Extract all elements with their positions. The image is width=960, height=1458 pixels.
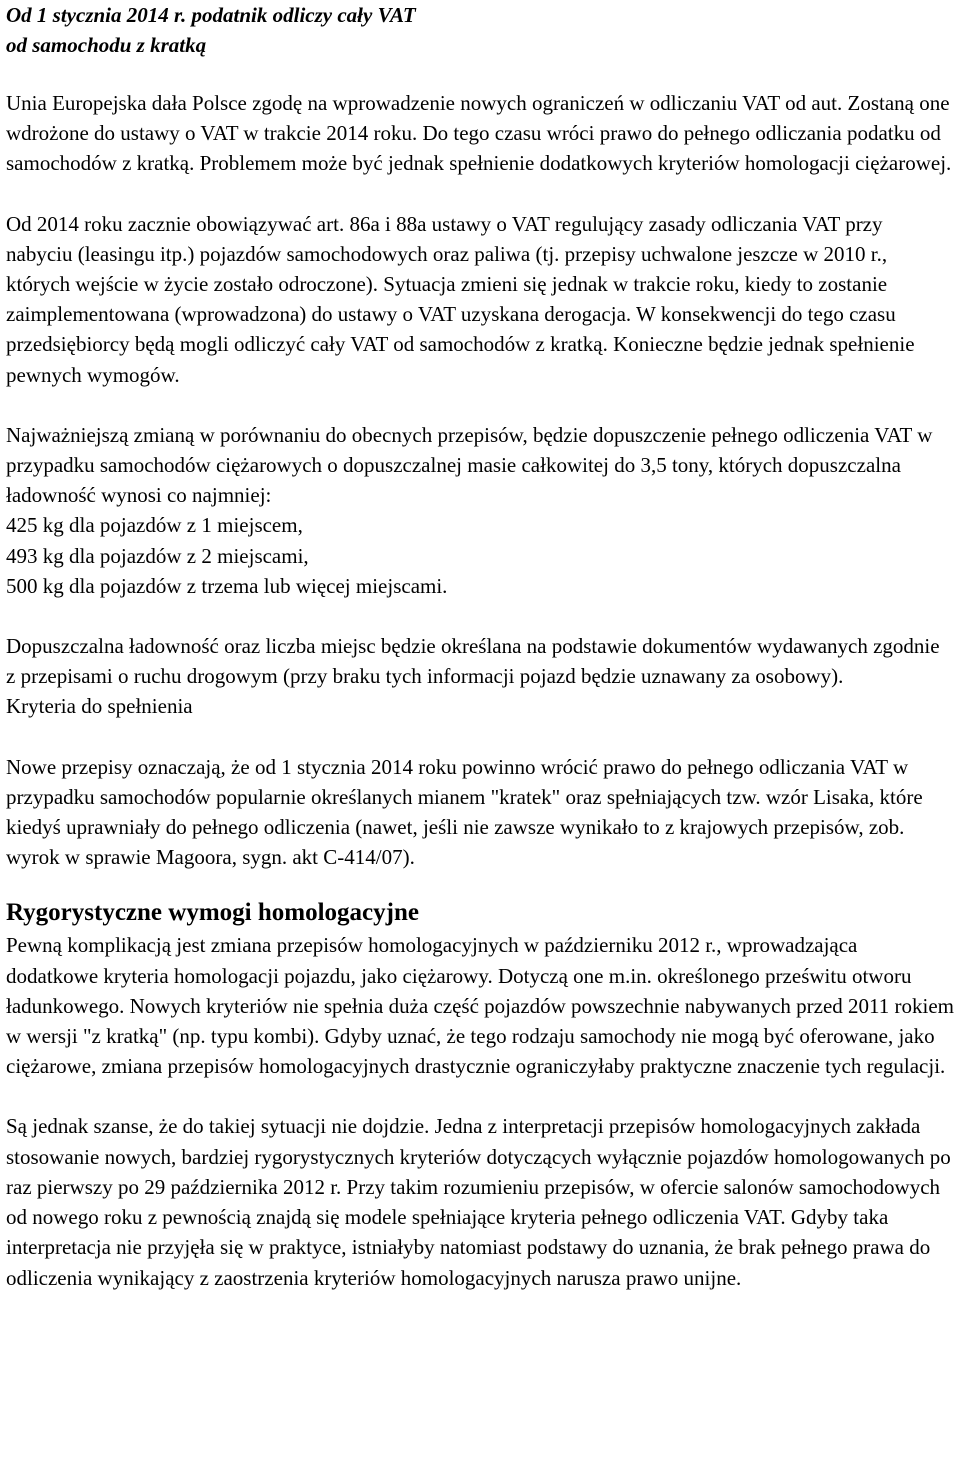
spacer [6, 1081, 954, 1111]
list-item-2-seats: 493 kg dla pojazdów z 2 miejscami, [6, 543, 309, 568]
list-item-3-seats: 500 kg dla pojazdów z trzema lub więcej miejscami. [6, 573, 448, 598]
article-headline [6, 0, 954, 60]
article [6, 0, 954, 1293]
spacer [6, 722, 954, 752]
paragraph-chances: Są jednak szanse, że do takiej sytuacji nie dojdzie. Jedna z interpretacji przepisów homologacyjnych zakłada stosowanie nowych, bardziej rygorystycznych kryteriów dotyczących wyłącznie pojazdów homologowanych po raz pierwszy po 29 października 2012 r. Przy takim rozumieniu przepisów, w ofercie salonów samochodowych od nowego roku z pewnością znajdą się modele spełniające kryteria pełnego odliczenia VAT. Gdyby taka interpretacja nie przyjęła się w praktyce, istniałyby natomiast podstawy do uznania, że brak pełnego prawa do odliczenia wynikający z zaostrzenia kryteriów homologacyjnych narusza prawo unijne. [6, 1114, 951, 1290]
paragraph-load-capacity: Dopuszczalna ładowność oraz liczba miejsc będzie określana na podstawie dokumentów wydawanych zgodnie z przepisami o ruchu drogowym (przy braku tych informacji pojazd będzie uznawany za osobowy). [6, 634, 940, 689]
section-title: Rygorystyczne wymogi homologacyjne [6, 899, 419, 927]
spacer [6, 179, 954, 209]
paragraph-homologation: Pewną komplikacją jest zmiana przepisów homologacyjnych w październiku 2012 r., wprowadzająca dodatkowe kryteria homologacji pojazdu, jako ciężarowy. Dotyczą one m.in. określonego prześwitu otworu ładunkowego. Nowych kryteriów nie spełnia duża część pojazdów powszechnie nabywanych przed 2011 rokiem w wersji "z kratką" (np. typu kombi). Gdyby uznać, że tego rodzaju samochody nie mogą być oferowane, jako ciężarowe, zmiana przepisów homologacyjnych drastycznie ograniczyłaby praktyczne znaczenie tych regulacji. [6, 933, 954, 1079]
paragraph-criteria-label: Kryteria do spełnienia [6, 694, 193, 719]
spacer [6, 390, 954, 420]
paragraph-intro: Unia Europejska dała Polsce zgodę na wprowadzenie nowych ograniczeń w odliczaniu VAT od aut. Zostaną one wdrożone do ustawy o VAT w trakcie 2014 roku. Do tego czasu wróci prawo do pełnego odliczania podatku od samochodów z kratką. Problemem może być jednak spełnienie dodatkowych kryteriów homologacji ciężarowej. [6, 91, 952, 176]
paragraph-main-change: Najważniejszą zmianą w porównaniu do obecnych przepisów, będzie dopuszczenie pełnego odliczenia VAT w przypadku samochodów ciężarowych o dopuszczalnej masie całkowitej do 3,5 tony, których dopuszczalna ładowność wynosi co najmniej: [6, 422, 933, 508]
spacer [6, 60, 954, 88]
paragraph-new-rules: Nowe przepisy oznaczają, że od 1 stycznia 2014 roku powinno wrócić prawo do pełnego odliczania VAT w przypadku samochodów popularnie określanych mianem "kratek" oraz spełniających tzw. wzór Lisaka, które kiedyś uprawniały do pełnego odliczenia (nawet, jeśli nie zawsze wynikało to z krajowych przepisów, zob. wyrok w sprawie Magoora, sygn. akt C-414/07). [6, 754, 923, 870]
spacer [6, 601, 954, 631]
spacer [6, 872, 954, 892]
headline-line-1: Od 1 stycznia 2014 r. podatnik odliczy cały VAT [6, 3, 416, 27]
list-item-1-seat: 425 kg dla pojazdów z 1 miejscem, [6, 513, 303, 538]
paragraph-2014-rules: Od 2014 roku zacznie obowiązywać art. 86a i 88a ustawy o VAT regulujący zasady odliczania VAT przy nabyciu (leasingu itp.) pojazdów samochodowych oraz paliwa (tj. przepisy uchwalone jeszcze w 2010 r., których wejście w życie zostało odroczone). Sytuacja zmieni się jednak w trakcie roku, kiedy to zostanie zaimplementowana (wprowadzona) do ustawy o VAT uzyskana derogacja. W konsekwencji do tego czasu przedsiębiorcy będą mogli odliczyć cały VAT od samochodów z kratką. Konieczne będzie jednak spełnienie pewnych wymogów. [6, 211, 915, 387]
headline-line-2: od samochodu z kratką [6, 33, 207, 57]
